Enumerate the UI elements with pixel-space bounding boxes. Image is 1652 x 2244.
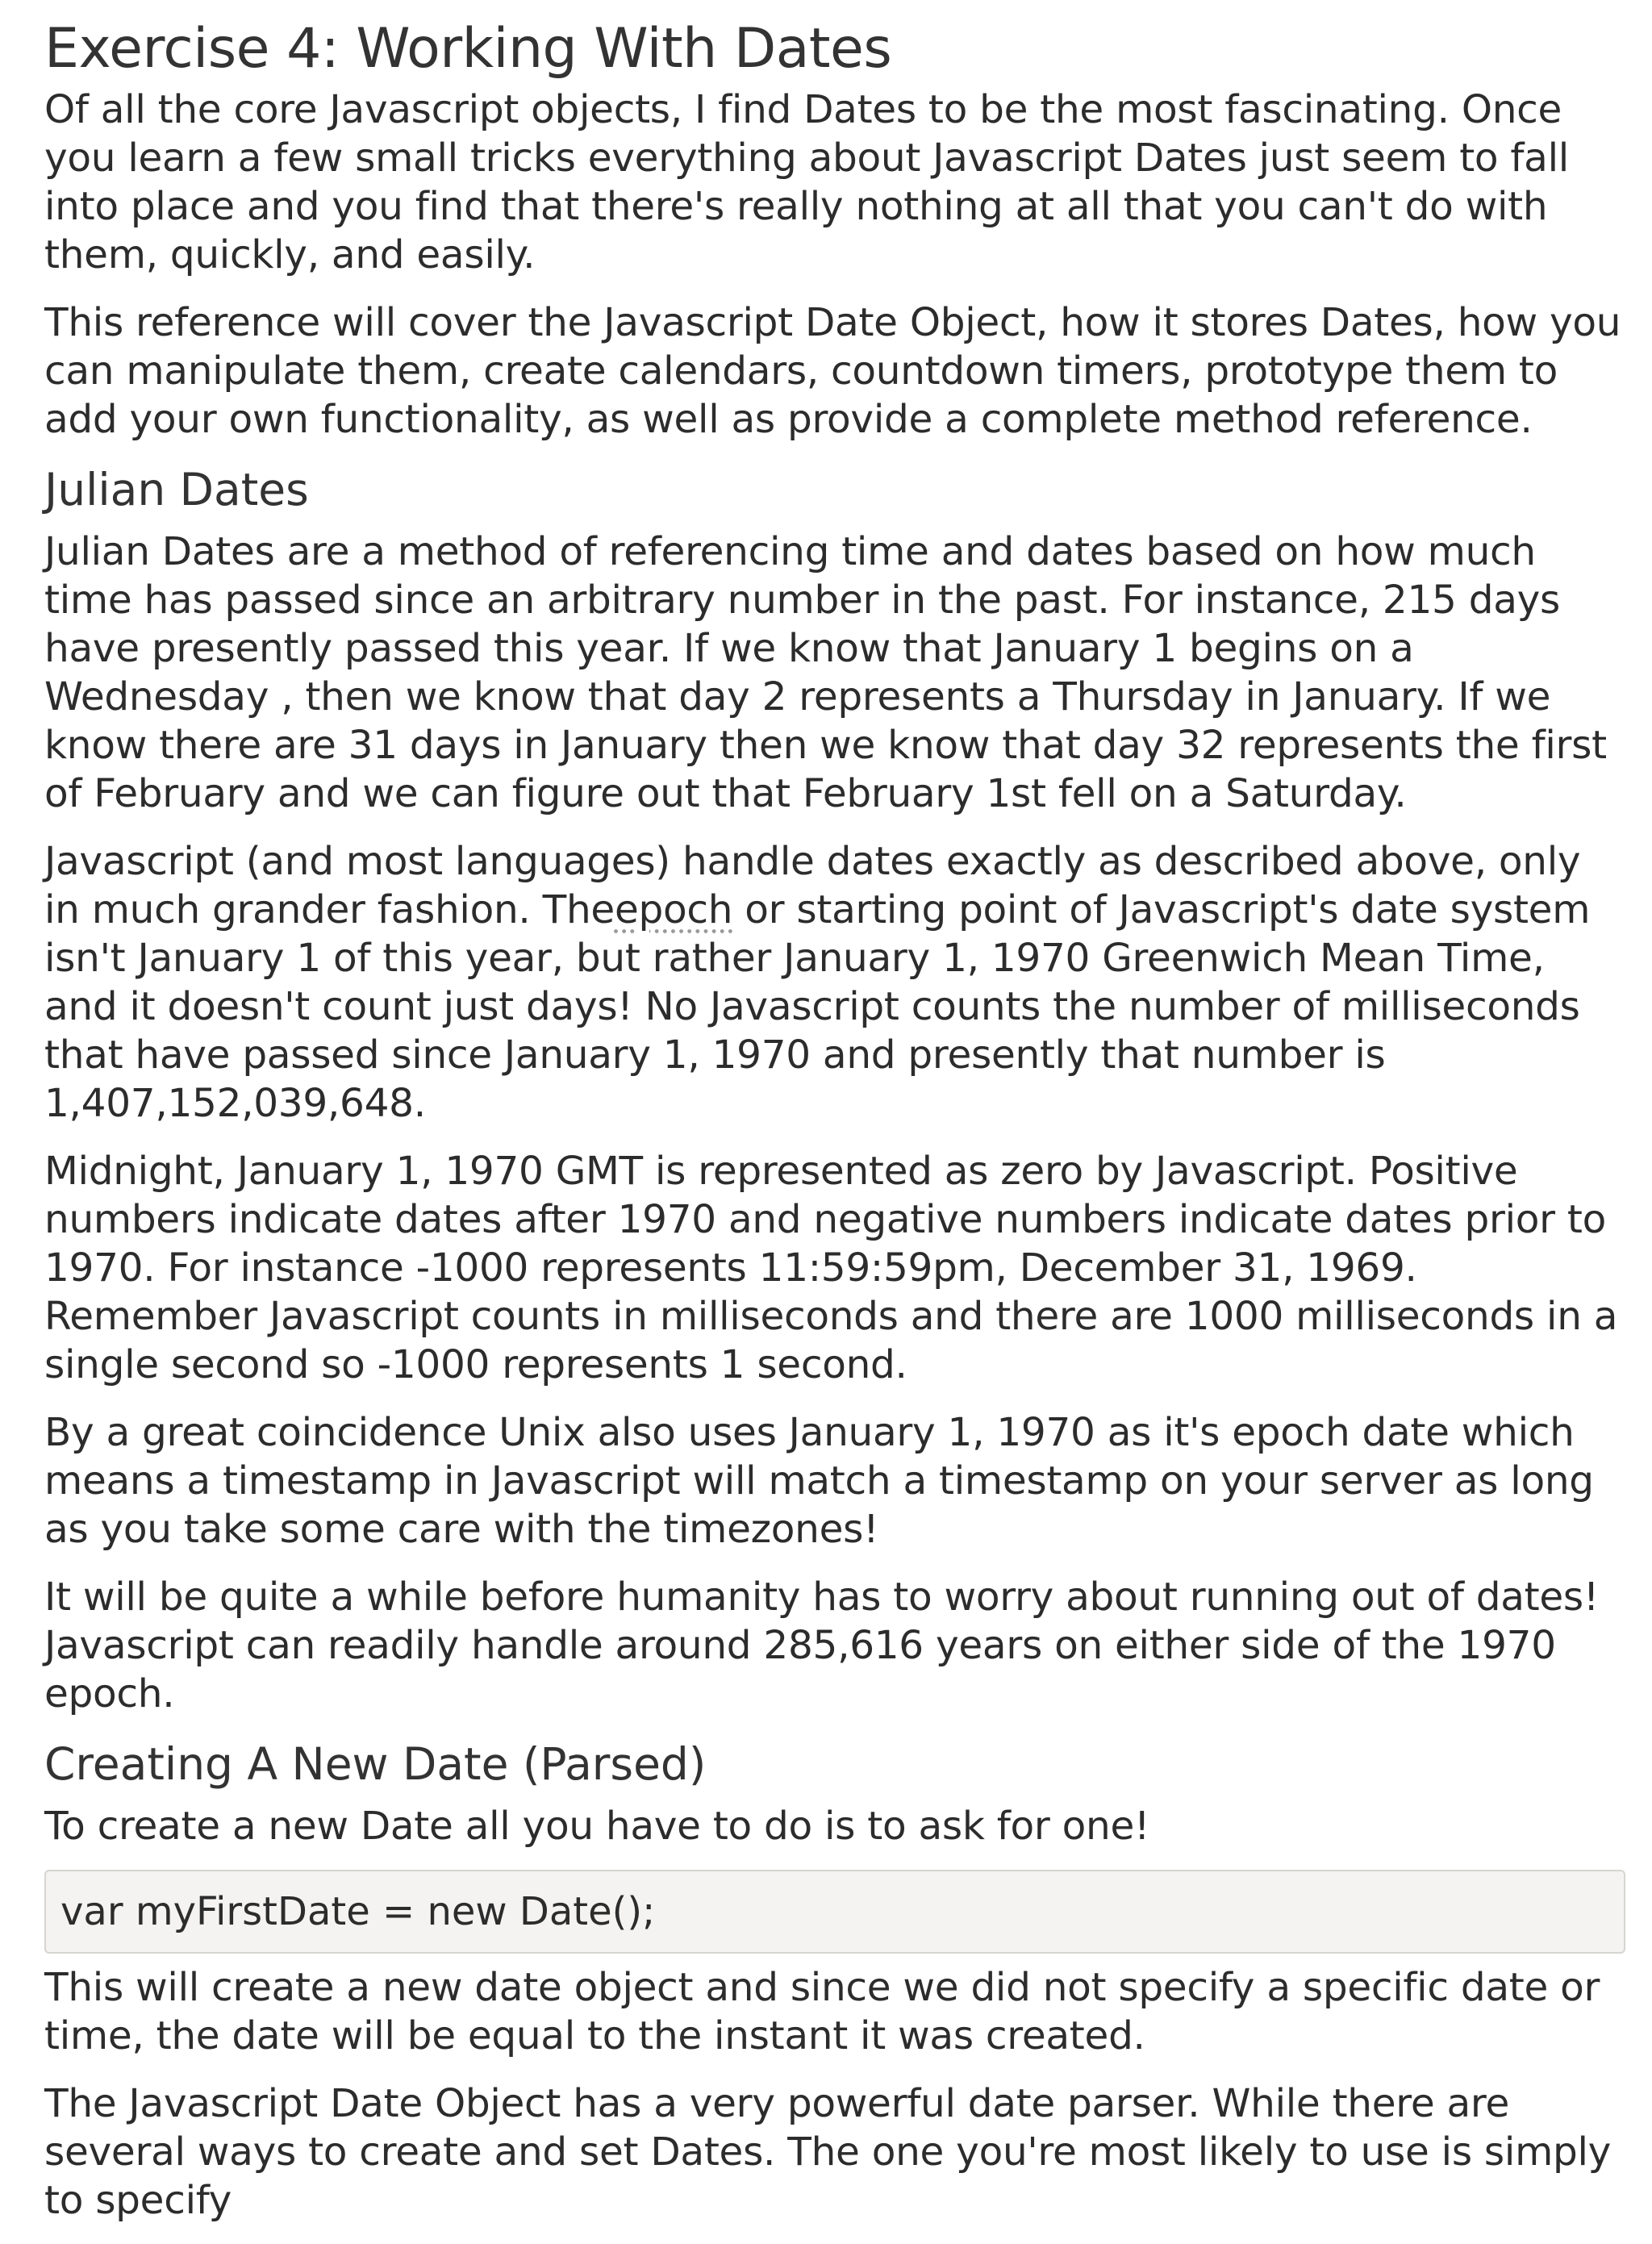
page-title: Exercise 4: Working With Dates: [44, 17, 892, 81]
creating-paragraph-2: This will create a new date object and since we did not specify a specific date or time, the date will be equal to the instant it was created.: [44, 1965, 1600, 2058]
julian-paragraph-4: By a great coincidence Unix also uses January 1, 1970 as it's epoch date which means a timestamp in Javascript will match a timestamp on your server as long as you take some care with the timezones!: [44, 1410, 1594, 1552]
julian-paragraph-1: Julian Dates are a method of referencing time and dates based on how much time has passed since an arbitrary number in the past. For instance, 215 days have presently passed this year. If we know that January 1 begins on a Wednesday , then we know that day 2 represents a Thursday in January. If we know there are 31 days in January then we know that day 32 represents the first of February and we can figure out that February 1st fell on a Saturday.: [44, 529, 1607, 816]
section-heading-julian-dates: Julian Dates: [44, 464, 309, 515]
julian-paragraph-2-before: Javascript (and most languages) handle dates exactly as described above, only in much grander fashion. The: [44, 839, 1581, 932]
creating-paragraph-3: The Javascript Date Object has a very powerful date parser. While there are several ways to create and set Dates. The one you're most likely to use is simply to specify: [44, 2081, 1612, 2223]
julian-paragraph-2: [44, 837, 1625, 1128]
julian-paragraph-2-after: or starting point of Javascript's date system isn't January 1 of this year, but rather January 1, 1970 Greenwich Mean Time, and it doesn't count just days! No Javascript counts the number of milliseconds that have passed since January 1, 1970 and presently that number is 1,407,152,039,648.: [44, 887, 1591, 1126]
code-block: var myFirstDate = new Date();: [44, 1870, 1625, 1954]
section-heading-creating-date: Creating A New Date (Parsed): [44, 1738, 707, 1790]
intro-paragraph-2: This reference will cover the Javascript Date Object, how it stores Dates, how you can manipulate them, create calendars, countdown timers, prototype them to add your own functionality, as well as provide a complete method reference.: [44, 300, 1621, 442]
julian-paragraph-3: Midnight, January 1, 1970 GMT is represented as zero by Javascript. Positive numbers indicate dates after 1970 and negative numbers indicate dates prior to 1970. For instance -1000 represents 11:59:59pm, December 31, 1969. Remember Javascript counts in milliseconds and there are 1000 milliseconds in a single second so -1000 represents 1 second.: [44, 1149, 1618, 1387]
intro-paragraph-1: Of all the core Javascript objects, I find Dates to be the most fascinating. Once you learn a few small tricks everything about Javascript Dates just seem to fall into place and you find that there's really nothing at all that you can't do with them, quickly, and easily.: [44, 87, 1569, 277]
creating-paragraph-1: To create a new Date all you have to do is to ask for one!: [44, 1804, 1150, 1849]
article: [44, 0, 1625, 2244]
epoch-term-link[interactable]: epoch: [614, 887, 733, 932]
julian-paragraph-5: It will be quite a while before humanity has to worry about running out of dates! Javascript can readily handle around 285,616 years on either side of the 1970 epoch.: [44, 1575, 1600, 1716]
